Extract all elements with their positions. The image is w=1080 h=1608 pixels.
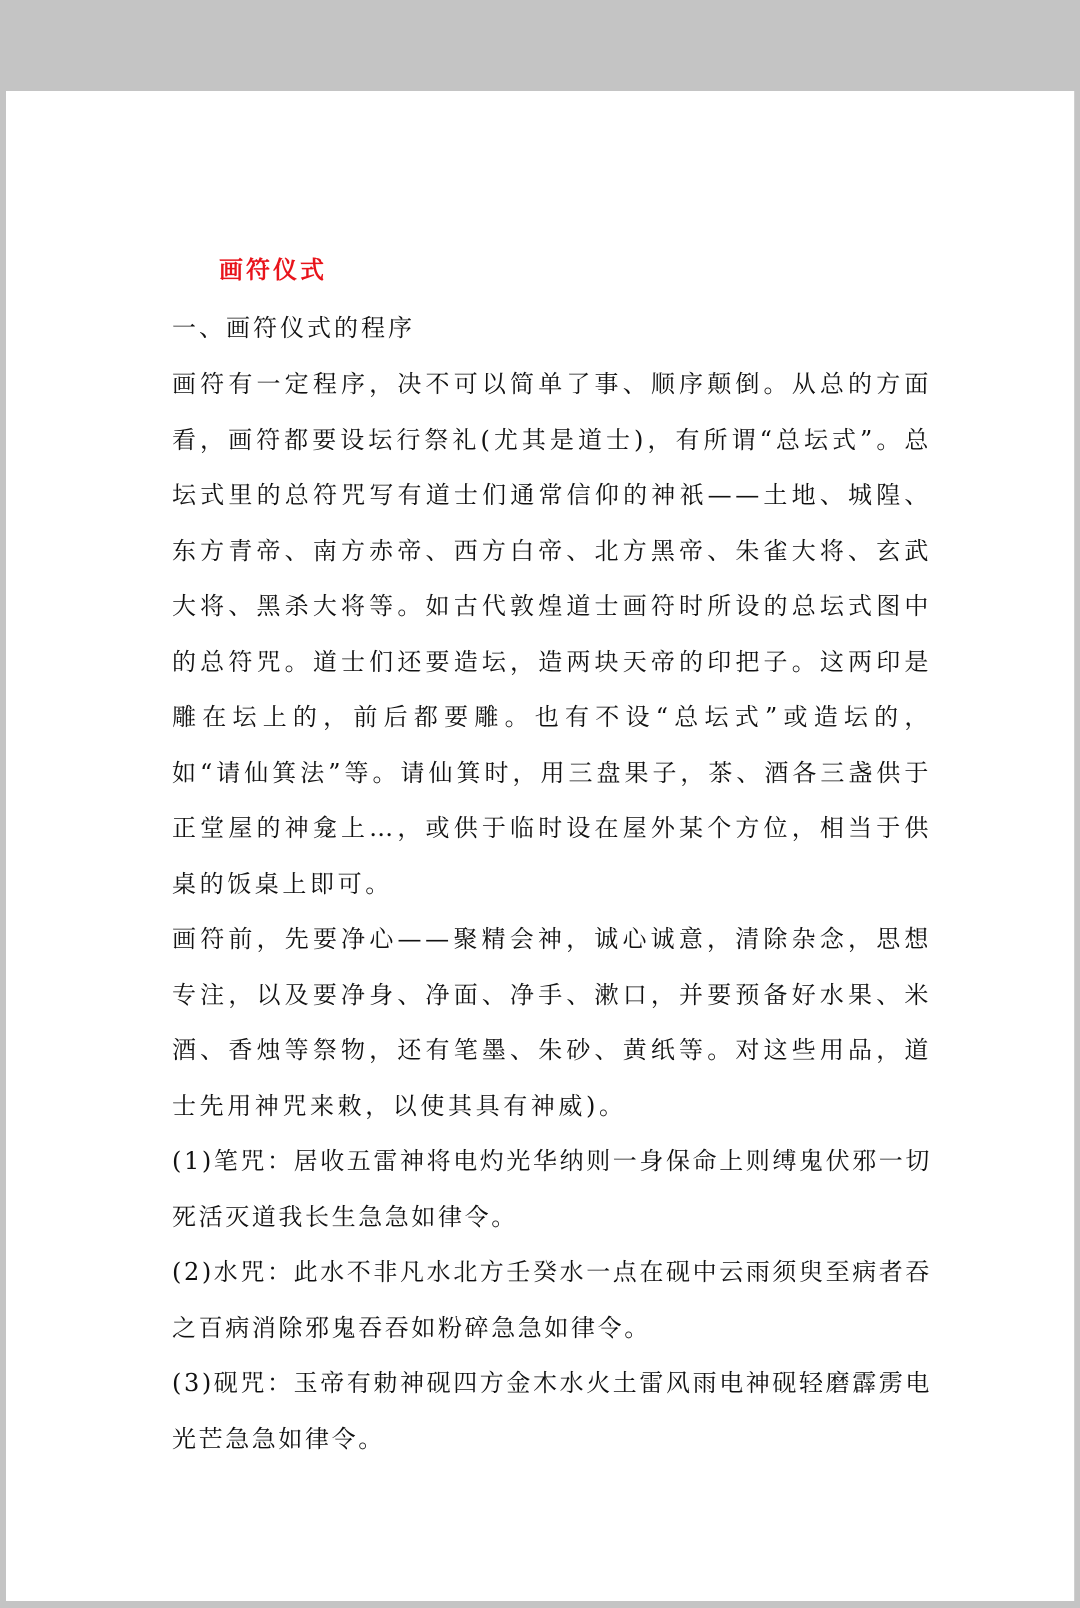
paragraph-preparation: 画符前，先要净心——聚精会神，诚心诚意，清除杂念，思想专注，以及要净身、净面、净手、漱口，并要预备好水果、米酒、香烛等祭物，还有笔墨、朱砂、黄纸等。对这些用品，道士先用神咒来敕，以使其具有神威)。 bbox=[172, 925, 932, 1120]
paragraph-inkstone-spell: (3)砚咒：玉帝有勅神砚四方金木水火土雷风雨电神砚轻磨霹雳电光芒急急如律令。 bbox=[172, 1369, 932, 1453]
document-body bbox=[172, 241, 932, 1467]
document-page bbox=[6, 91, 1075, 1601]
section-heading: 一、画符仪式的程序 bbox=[172, 314, 415, 342]
paragraph-water-spell: (2)水咒：此水不非凡水北方壬癸水一点在砚中云雨须臾至病者吞之百病消除邪鬼吞吞如粉碎急急如律令。 bbox=[172, 1258, 932, 1342]
document-title: 画符仪式 bbox=[219, 255, 327, 284]
paragraph-brush-spell: (1)笔咒：居收五雷神将电灼光华纳则一身保命上则缚鬼伏邪一切死活灭道我长生急急如律令。 bbox=[172, 1147, 932, 1231]
paragraph-procedure: 画符有一定程序，决不可以简单了事、顺序颠倒。从总的方面看，画符都要设坛行祭礼(尤其是道士)，有所谓“总坛式”。总坛式里的总符咒写有道士们通常信仰的神祇——土地、城隍、东方青帝、南方赤帝、西方白帝、北方黑帝、朱雀大将、玄武大将、黑杀大将等。如古代敦煌道士画符时所设的总坛式图中的总符咒。道士们还要造坛，造两块天帝的印把子。这两印是雕在坛上的，前后都要雕。也有不设“总坛式”或造坛的，如“请仙箕法”等。请仙箕时，用三盘果子，茶、酒各三盏供于正堂屋的神龛上…，或供于临时设在屋外某个方位，相当于供桌的饭桌上即可。 bbox=[172, 370, 932, 898]
